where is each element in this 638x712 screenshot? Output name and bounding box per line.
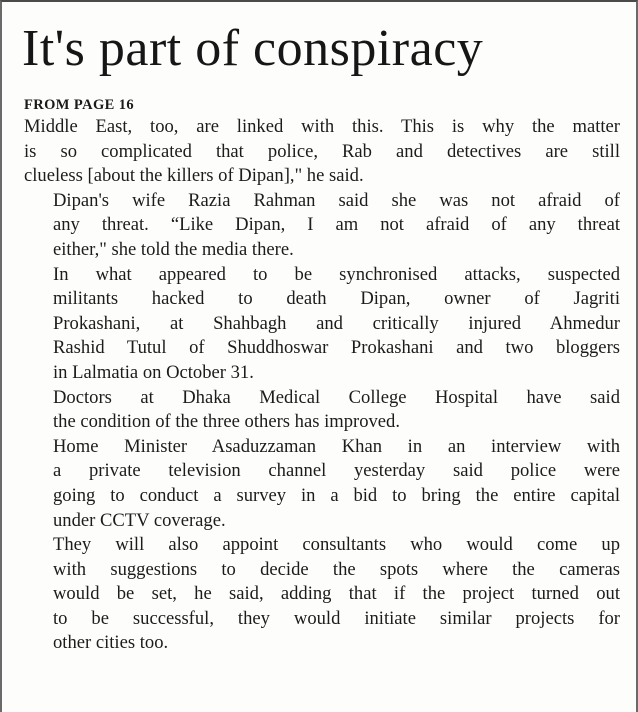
text-line: to be successful, they would initiate similar projects for [53, 607, 620, 629]
text-line: In what appeared to be synchronised attacks, suspected [53, 263, 620, 285]
text-line: the condition of the three others has improved. [53, 411, 400, 433]
text-line: militants hacked to death Dipan, owner of Jagriti [53, 288, 620, 310]
text-line: Rashid Tutul of Shuddhoswar Prokashani and two bloggers [53, 337, 620, 359]
text-line: either," she told the media there. [53, 238, 294, 260]
headline: It's part of conspiracy [22, 20, 484, 77]
text-line: with suggestions to decide the spots where the cameras [53, 558, 620, 580]
jump-label: FROM PAGE 16 [24, 97, 135, 113]
article-paragraph [24, 263, 620, 386]
article-paragraph [24, 435, 620, 533]
text-line: They will also appoint consultants who would come up [53, 534, 620, 556]
text-line: would be set, he said, adding that if the project turned out [53, 583, 620, 605]
text-line: is so complicated that police, Rab and detectives are still [24, 140, 620, 162]
text-line: Home Minister Asaduzzaman Khan in an interview with [53, 435, 620, 457]
article-paragraph [24, 386, 620, 435]
article-paragraph [24, 189, 620, 263]
article-body [24, 115, 620, 656]
text-line: under CCTV coverage. [53, 509, 226, 531]
text-line: Middle East, too, are linked with this. This is why the matter [24, 116, 620, 137]
text-line: clueless [about the killers of Dipan]," he said. [24, 165, 364, 187]
article-paragraph [24, 533, 620, 656]
text-line: Doctors at Dhaka Medical College Hospital have said [53, 386, 620, 408]
text-line: in Lalmatia on October 31. [53, 361, 254, 383]
text-line: any threat. “Like Dipan, I am not afraid of any threat [53, 214, 620, 236]
text-line: other cities too. [53, 632, 169, 654]
text-line: Prokashani, at Shahbagh and critically injured Ahmedur [53, 312, 620, 334]
article-paragraph [24, 115, 620, 189]
text-line: Dipan's wife Razia Rahman said she was not afraid of [53, 189, 620, 211]
text-line: going to conduct a survey in a bid to bring the entire capital [53, 484, 620, 506]
text-line: a private television channel yesterday said police were [53, 460, 620, 482]
